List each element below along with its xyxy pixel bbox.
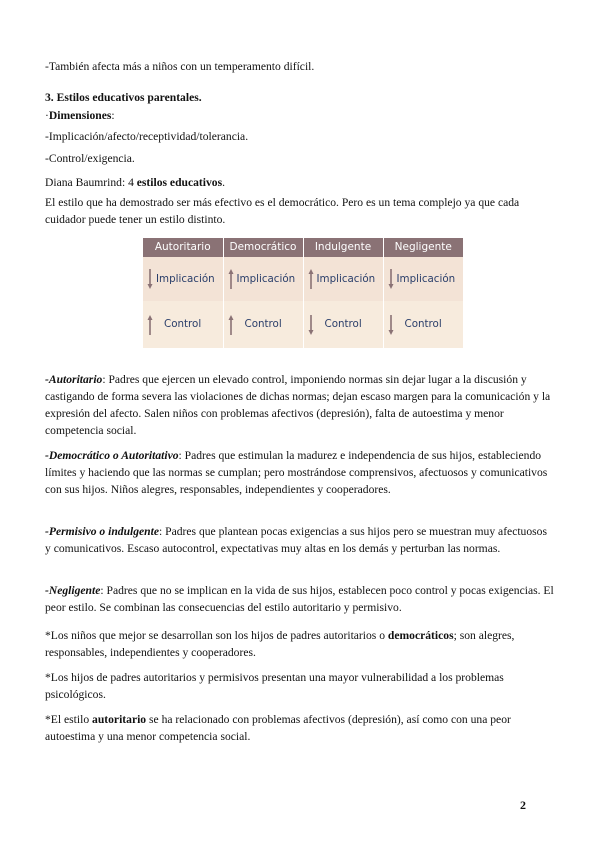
- arrow-down-icon: [308, 314, 314, 336]
- cell-indulgente-control: [303, 301, 383, 348]
- term-democratico: -Democrático o Autoritativo: [45, 449, 179, 462]
- arrow-up-icon: [147, 314, 153, 336]
- arrow-up-icon: [228, 314, 234, 336]
- implicacion-label: Implicación: [236, 272, 296, 285]
- term-autoritario: -Autoritario: [45, 373, 103, 386]
- def-permisivo: [45, 523, 555, 557]
- cell-democratico-control: [223, 301, 303, 348]
- term-permisivo: -Permisivo o indulgente: [45, 525, 160, 538]
- baumrind-post: .: [222, 176, 226, 189]
- def-democratico: [45, 447, 555, 498]
- control-label: Control: [324, 318, 362, 330]
- note-3-pre: *El estilo: [45, 713, 93, 726]
- dimensions-prefix: ·: [45, 109, 49, 122]
- arrow-down-icon: [147, 268, 153, 290]
- cell-indulgente-implicacion: [303, 257, 383, 301]
- term-negligente: -Negligente: [45, 584, 101, 597]
- def-autoritario: [45, 371, 555, 439]
- note-1: [45, 627, 555, 661]
- header-democratico: Democrático: [223, 238, 303, 257]
- cell-autoritario-implicacion: [143, 257, 223, 301]
- arrow-up-icon: [228, 268, 234, 290]
- line-temperament: -También afecta más a niños con un temperamento difícil.: [45, 60, 315, 73]
- control-label: Control: [164, 318, 202, 330]
- implicacion-label: Implicación: [156, 272, 215, 285]
- cell-negligente-implicacion: [383, 257, 463, 301]
- row-control: [143, 301, 463, 348]
- control-label: Control: [244, 318, 282, 330]
- arrow-down-icon: [388, 268, 394, 290]
- text-permisivo: : Padres que plantean pocas exigencias a sus hijos pero se muestran muy afectuosos y comunicativos. Escaso autocontrol, expectativas muy altas en los demás y perturban las normas.: [45, 525, 547, 555]
- dimension-2: -Control/exigencia.: [45, 152, 135, 165]
- cell-negligente-control: [383, 301, 463, 348]
- row-implicacion: [143, 257, 463, 301]
- arrow-up-icon: [308, 268, 314, 290]
- cell-autoritario-control: [143, 301, 223, 348]
- note-1-pre: *Los niños que mejor se desarrollan son los hijos de padres autoritarios o: [45, 629, 388, 642]
- implicacion-label: Implicación: [396, 272, 456, 285]
- arrow-down-icon: [388, 314, 394, 336]
- header-negligente: Negligente: [383, 238, 463, 257]
- text-democratico: : Padres que estimulan la madurez e independencia de sus hijos, estableciendo límites y haciendo que las normas se cumplan; pero mostrándose comprensivos, afectuosos y comunicativos con sus hijos. Niños alegres, responsables, independientes y cooperadores.: [45, 449, 548, 496]
- parenting-styles-table: [143, 238, 463, 348]
- note-1-post: ; son alegres, responsables, independientes y cooperadores.: [45, 629, 515, 659]
- note-3: [45, 711, 555, 745]
- dimensions-label: Dimensiones: [48, 109, 112, 122]
- intro-paragraph: El estilo que ha demostrado ser más efectivo es el democrático. Pero es un tema complejo ya que cada cuidador puede tener un estilo distinto.: [45, 196, 520, 226]
- dimensions-colon: :: [111, 109, 115, 122]
- dimensions-line: [45, 107, 555, 124]
- baumrind-line: [45, 174, 555, 191]
- table-header-row: [143, 238, 463, 257]
- text-autoritario: : Padres que ejercen un elevado control, imponiendo normas sin dejar lugar a la discusión y castigando de forma severa las violaciones de dichas normas; dejan escaso margen para la comunicación y la expresión del afecto. Salen niños con problemas afectivos (depresión), falta de autoestima y menor competencia social.: [45, 373, 551, 437]
- control-label: Control: [404, 318, 442, 330]
- baumrind-bold: estilos educativos: [136, 176, 223, 189]
- section-heading: 3. Estilos educativos parentales.: [45, 91, 202, 104]
- note-2: *Los hijos de padres autoritarios y permisivos presentan una mayor vulnerabilidad a los problemas psicológicos.: [45, 671, 504, 701]
- def-negligente: [45, 582, 555, 616]
- note-3-bold: autoritario: [92, 713, 147, 726]
- baumrind-pre: Diana Baumrind: 4: [45, 176, 137, 189]
- header-autoritario: Autoritario: [143, 238, 223, 257]
- note-3-post: se ha relacionado con problemas afectivos (depresión), así como con una peor autoestima y una menor competencia social.: [45, 713, 511, 743]
- header-indulgente: Indulgente: [303, 238, 383, 257]
- implicacion-label: Implicación: [316, 272, 376, 285]
- page-number: 2: [520, 798, 526, 812]
- cell-democratico-implicacion: [223, 257, 303, 301]
- dimension-1: -Implicación/afecto/receptividad/tolerancia.: [45, 130, 249, 143]
- note-1-bold: democráticos: [387, 629, 454, 642]
- text-negligente: : Padres que no se implican en la vida de sus hijos, establecen poco control y pocas exigencias. El peor estilo. Se combinan las consecuencias del estilo autoritario y permisivo.: [45, 584, 554, 614]
